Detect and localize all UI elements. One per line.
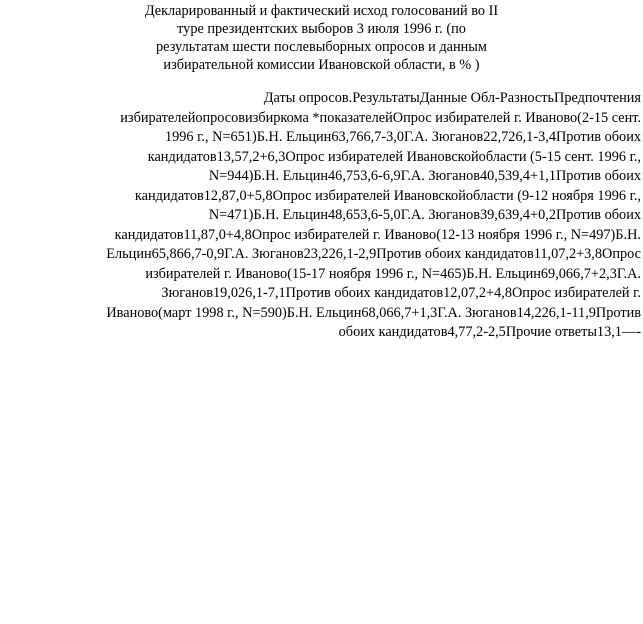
text-line: избирателей г. Иваново(15-17 ноября 1996 г., N=465)Б.Н. Ельцин69,066,7+2,3Г.А. — [145, 265, 641, 282]
text-line: Даты опросов.РезультатыДанные Обл-РазностьПредпочтения — [263, 90, 641, 106]
title-line: избирательной комиссии Ивановской области, в % ) — [163, 57, 480, 73]
text-line: N=471)Б.Н. Ельцин48,653,6-5,0Г.А. Зюганов39,639,4+0,2Против обоих — [208, 207, 641, 223]
text-line: избирателейопросовизбиркома *показателейОпрос избирателей г. Иваново(2-15 сент. — [120, 109, 641, 126]
text-line: Зюганов19,026,1-7,1Против обоих кандидатов12,07,2+4,8Опрос избирателей г. — [161, 285, 641, 301]
text-line: кандидатов12,87,0+5,8Опрос избирателей Ивановскойобласти (9-12 ноября 1996 г., — [134, 187, 641, 204]
text-line: Иваново(март 1998 г., N=590)Б.Н. Ельцин68,066,7+1,3Г.А. Зюганов14,226,1-11,9Против — [106, 304, 641, 321]
table-text-flow — [0, 89, 641, 343]
text-line: обоих кандидатов4,77,2-2,5Прочие ответы13,1—- — [338, 324, 641, 340]
text-line: N=944)Б.Н. Ельцин46,753,6-6,9Г.А. Зюганов40,539,4+1,1Против обоих — [208, 168, 641, 184]
title-line: результатам шести послевыборных опросов и данным — [156, 39, 487, 55]
text-line: Ельцин65,866,7-0,9Г.А. Зюганов23,226,1-2,9Против обоих кандидатов11,07,2+3,8Опрос — [106, 246, 641, 262]
text-line: 1996 г., N=651)Б.Н. Ельцин63,766,7-3,0Г.А. Зюганов22,726,1-3,4Против обоих — [164, 129, 641, 145]
text-line: кандидатов11,87,0+4,8Опрос избирателей г. Иваново(12-13 ноября 1996 г., N=497)Б.Н. — [114, 226, 641, 243]
text-line: кандидатов13,57,2+6,3Опрос избирателей Ивановскойобласти (5-15 сент. 1996 г., — [147, 148, 641, 165]
title-line: туре президентских выборов 3 июля 1996 г. (по — [177, 21, 466, 37]
title-line: Декларированный и фактический исход голосований во II — [144, 3, 499, 19]
document-title — [0, 2, 643, 74]
